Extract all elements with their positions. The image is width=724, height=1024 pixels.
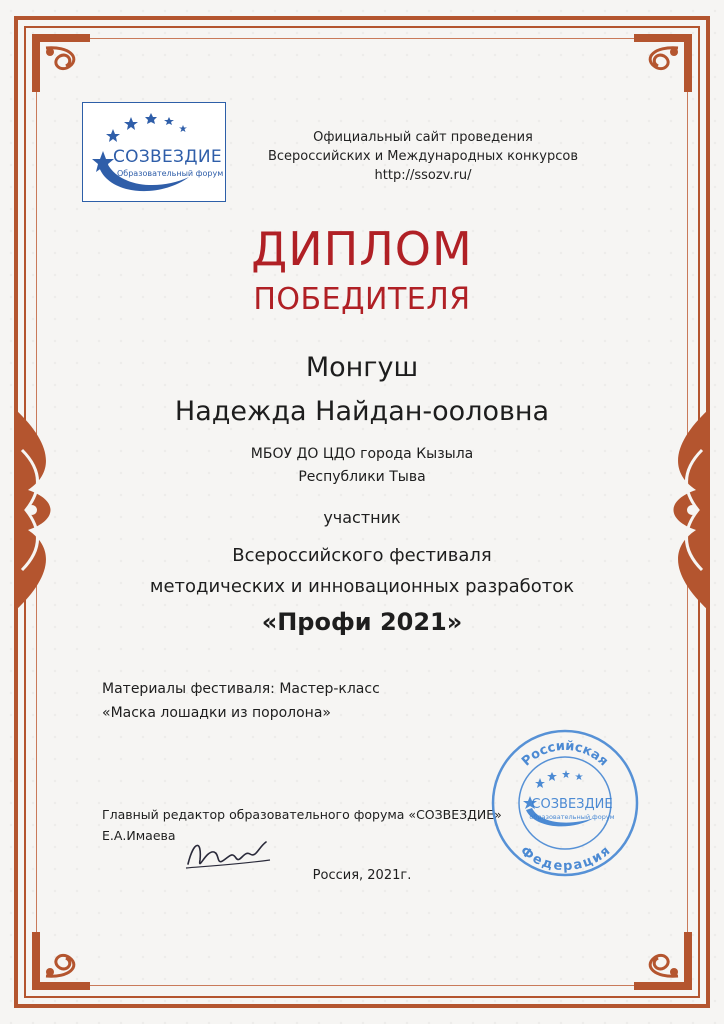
event-line1: Всероссийского фестиваля <box>232 545 492 566</box>
editor-name: Е.А.Имаева <box>102 828 176 843</box>
site-url: http://ssozv.ru/ <box>374 168 472 183</box>
corner-ornament-bottom-right <box>624 922 694 992</box>
stamp-top-text: Российская <box>519 738 611 770</box>
sozvezdie-logo <box>82 102 226 202</box>
event-name: «Профи 2021» <box>261 608 463 636</box>
official-stamp <box>490 728 640 878</box>
recipient-org-line1: МБОУ ДО ЦДО города Кызыла <box>250 446 474 462</box>
event-line2: методических и инновационных разработок <box>149 576 575 597</box>
corner-ornament-top-right <box>624 32 694 102</box>
logo-title: СОЗВЕЗДИЕ <box>113 147 222 167</box>
diploma-subtitle: ПОБЕДИТЕЛЯ <box>253 282 471 317</box>
editor-title: Главный редактор образовательного форума «СОЗВЕЗДИЕ» <box>102 807 502 822</box>
corner-ornament-bottom-left <box>30 922 100 992</box>
materials-line1: Материалы фестиваля: Мастер-класс <box>102 681 380 697</box>
site-info <box>258 128 588 185</box>
logo-subtitle: Образовательный форум <box>117 169 224 178</box>
corner-ornament-top-left <box>30 32 100 102</box>
recipient-surname: Монгуш <box>305 352 419 383</box>
stamp-bottom-text: Федерация <box>517 843 614 875</box>
participant-role: участник <box>323 508 401 527</box>
stamp-center-sub: образовательный форум <box>529 813 615 821</box>
diploma-title: ДИПЛОМ <box>251 222 473 276</box>
place-date: Россия, 2021г. <box>312 868 412 883</box>
recipient-given-name: Надежда Найдан-ооловна <box>174 396 550 427</box>
recipient-org-line2: Республики Тыва <box>298 469 426 485</box>
site-info-line1: Официальный сайт проведения <box>313 130 533 145</box>
svg-text:Российская <box>519 739 611 769</box>
site-info-line2: Всероссийских и Международных конкурсов <box>267 149 579 164</box>
materials-line2: «Маска лошадки из поролона» <box>102 705 331 721</box>
stamp-center-name: СОЗВЕЗДИЕ <box>531 797 613 812</box>
